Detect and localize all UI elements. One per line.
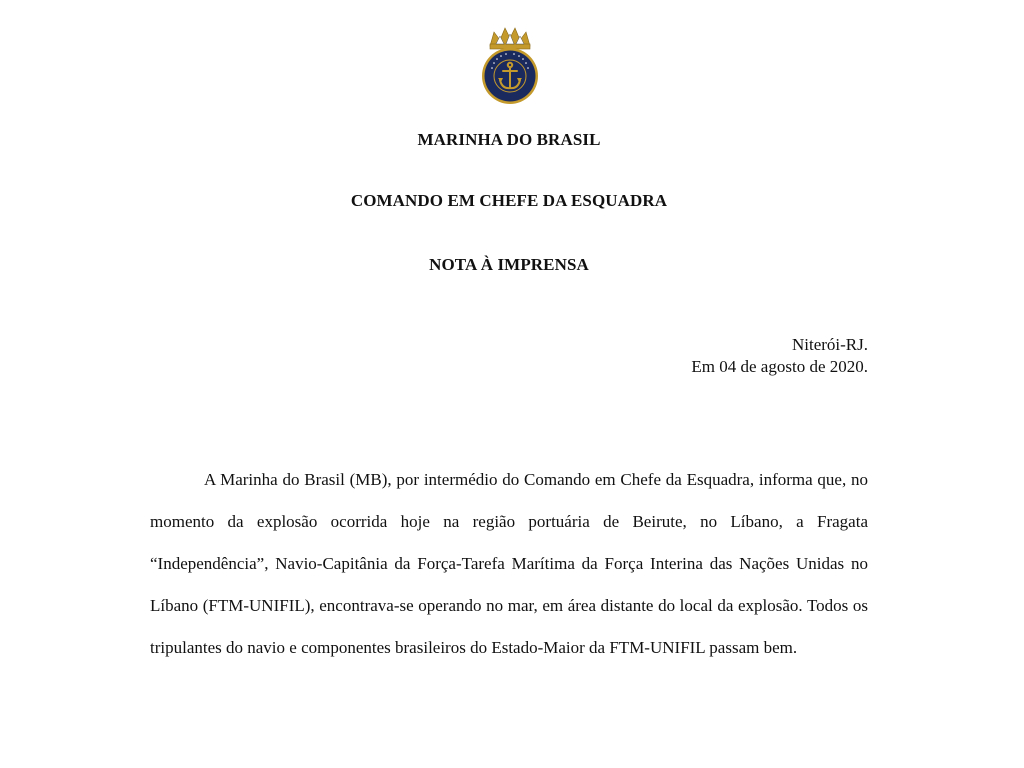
navy-anchor-emblem-icon: [470, 24, 550, 108]
document-type-heading: NOTA À IMPRENSA: [429, 255, 589, 274]
date-line: Em 04 de agosto de 2020.: [691, 357, 868, 376]
unit-heading: COMANDO EM CHEFE DA ESQUADRA: [350, 191, 668, 210]
place-line: Niterói-RJ.: [791, 335, 868, 354]
place-and-date: [691, 334, 868, 378]
org-heading: MARINHA DO BRASIL: [417, 130, 601, 149]
body-paragraph: A Marinha do Brasil (MB), por intermédio do Comando em Chefe da Esquadra, informa que, no momento da explosão ocorrida hoje na região portuária de Beirute, no Líbano, a Fragata “Independência”, Navio-Capitânia da Força-Tarefa Marítima da Força Interina das Nações Unidas no Líbano (FTM-UNIFIL), encontrava-se operando no mar, em área distante do local da explosão. Todos os tripulantes do navio e componentes brasileiros do Estado-Maior da FTM-UNIFIL passam bem.: [150, 470, 868, 657]
